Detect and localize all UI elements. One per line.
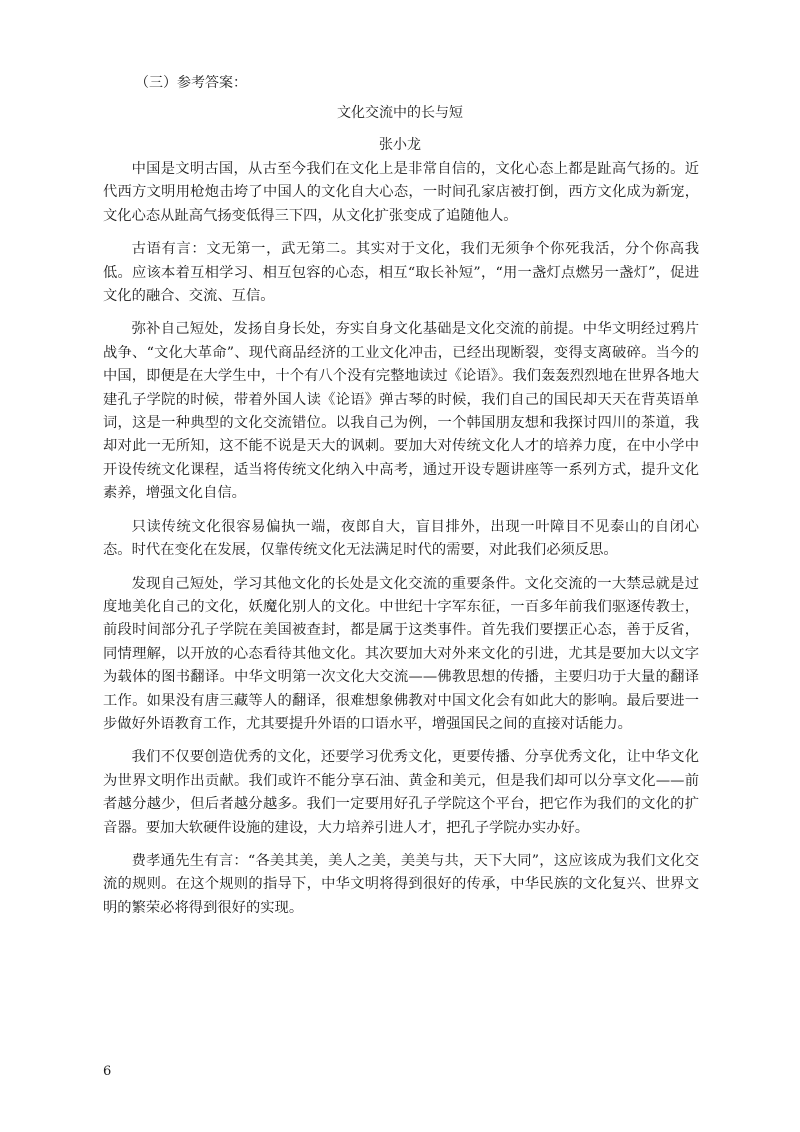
essay-author: 张小龙 — [379, 137, 421, 153]
page-number: 6 — [103, 1064, 112, 1079]
paragraph-4: 只读传统文化很容易偏执一端，夜郎自大，盲目排外，出现一叶障目不见泰山的自闭心态。时代在变化在发展，仅靠传统文化无法满足时代的需要，对此我们必须反思。 — [103, 518, 699, 559]
paragraph-3: 弥补自己短处，发扬自身长处，夯实自身文化基础是文化交流的前提。中华文明经过鸦片战争、“文化大革命”、现代商品经济的工业文化冲击，已经出现断裂，变得支离破碎。当今的中国，即便是在大学生中，十个有八个没有完整地读过《论语》。我们轰轰烈烈地在世界各地大建孔子学院的时候，带着外国人读《论语》弹古琴的时候，我们自己的国民却天天在背英语单词，这是一种典型的文化交流错位。以我自己为例，一个韩国朋友想和我探讨四川的茶道，我却对此一无所知，这不能不说是天大的讽刺。要加大对传统文化人才的培养力度，在中小学中开设传统文化课程，适当将传统文化纳入中高考，通过开设专题讲座等一系列方式，提升文化素养，增强文化自信。 — [103, 321, 699, 502]
essay-title: 文化交流中的长与短 — [337, 105, 463, 121]
paragraph-7: 费孝通先生有言：“各美其美，美人之美，美美与共，天下大同”，这应该成为我们文化交流的规则。在这个规则的指导下，中华文明将得到很好的传承，中华民族的文化复兴、世界文明的繁荣必将得到很好的实现。 — [103, 852, 699, 916]
paragraph-5: 发现自己短处，学习其他文化的长处是文化交流的重要条件。文化交流的一大禁忌就是过度地美化自己的文化，妖魔化别人的文化。中世纪十字军东征，一百多年前我们驱逐传教士，前段时间部分孔子学院在美国被查封，都是属于这类事件。首先我们要摆正心态，善于反省，同情理解，以开放的心态看待其他文化。其次要加大对外来文化的引进，尤其是要加大以文字为载体的图书翻译。中华文明第一次文化大交流——佛教思想的传播，主要归功于大量的翻译工作。如果没有唐三藏等人的翻译，很难想象佛教对中国文化会有如此大的影响。最后要进一步做好外语教育工作，尤其要提升外语的口语水平，增强国民之间的直接对话能力。 — [103, 575, 699, 732]
essay-body — [103, 158, 699, 930]
section-label: （三）参考答案： — [135, 75, 247, 91]
paragraph-2: 古语有言：文无第一，武无第二。其实对于文化，我们无须争个你死我活，分个你高我低。应该本着互相学习、相互包容的心态，相互“取长补短”，“用一盏灯点燃另一盏灯”，促进文化的融合、交流、互信。 — [103, 241, 699, 305]
paragraph-6: 我们不仅要创造优秀的文化，还要学习优秀文化，更要传播、分享优秀文化，让中华文化为世界文明作出贡献。我们或许不能分享石油、黄金和美元，但是我们却可以分享文化——前者越分越少，但后者越分越多。我们一定要用好孔子学院这个平台，把它作为我们的文化的扩音器。要加大软硬件设施的建设，大力培养引进人才，把孔子学院办实办好。 — [103, 749, 699, 836]
paragraph-1: 中国是文明古国，从古至今我们在文化上是非常自信的，文化心态上都是趾高气扬的。近代西方文明用枪炮击垮了中国人的文化自大心态，一时间孔家店被打倒，西方文化成为新宠，文化心态从趾高气扬变低得三下四，从文化扩张变成了追随他人。 — [103, 161, 699, 224]
